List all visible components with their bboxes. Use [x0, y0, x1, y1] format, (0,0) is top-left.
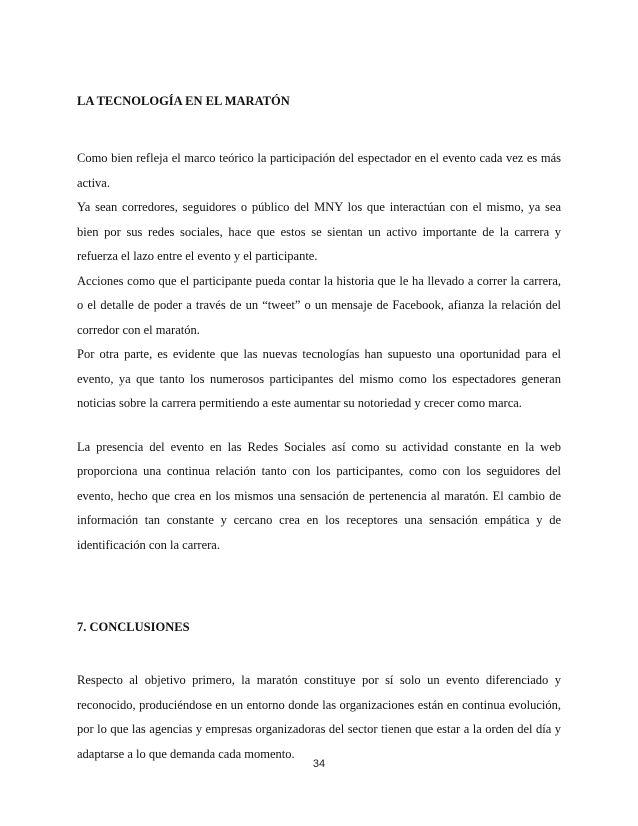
section-heading-technology: LA TECNOLOGÍA EN EL MARATÓN — [77, 94, 290, 108]
paragraph: Ya sean corredores, seguidores o público del MNY los que interactúan con el mismo, ya sea bien por sus redes sociales, hace que estos se sientan un activo importante de la carrera y refuerza el lazo entre el evento y el participante. — [77, 200, 561, 263]
paragraph: La presencia del evento en las Redes Sociales así como su actividad constante en la web proporciona una continua relación tanto con los participantes, como con los seguidores del evento, hecho que crea en los mismos una sensación de pertenencia al maratón. El cambio de información tan constante y cercano crea en los receptores una sensación empática y de identificación con la carrera. — [77, 439, 561, 552]
section-heading-conclusions: 7. CONCLUSIONES — [77, 620, 190, 634]
page-content — [77, 93, 561, 766]
page-number: 34 — [312, 758, 326, 770]
paragraph: Como bien refleja el marco teórico la participación del espectador en el evento cada vez es más activa. — [77, 151, 561, 190]
paragraph: Por otra parte, es evidente que las nuevas tecnologías han supuesto una oportunidad para el evento, ya que tanto los numerosos participantes del mismo como los espectadores generan noticias sobre la carrera permitiendo a este aumentar su notoriedad y crecer como marca. — [77, 347, 561, 410]
paragraph: Acciones como que el participante pueda contar la historia que le ha llevado a correr la carrera, o el detalle de poder a través de un “tweet” o un mensaje de Facebook, afianza la relación del corredor con el maratón. — [77, 273, 561, 337]
paragraph: Respecto al objetivo primero, la maratón constituye por sí solo un evento diferenciado y reconocido, produciéndose en un entorno donde las organizaciones están en continua evolución, por lo que las agencias y empresas organizadoras del sector tienen que estar a la orden del día y adaptarse a lo que demanda cada momento. — [77, 673, 561, 761]
